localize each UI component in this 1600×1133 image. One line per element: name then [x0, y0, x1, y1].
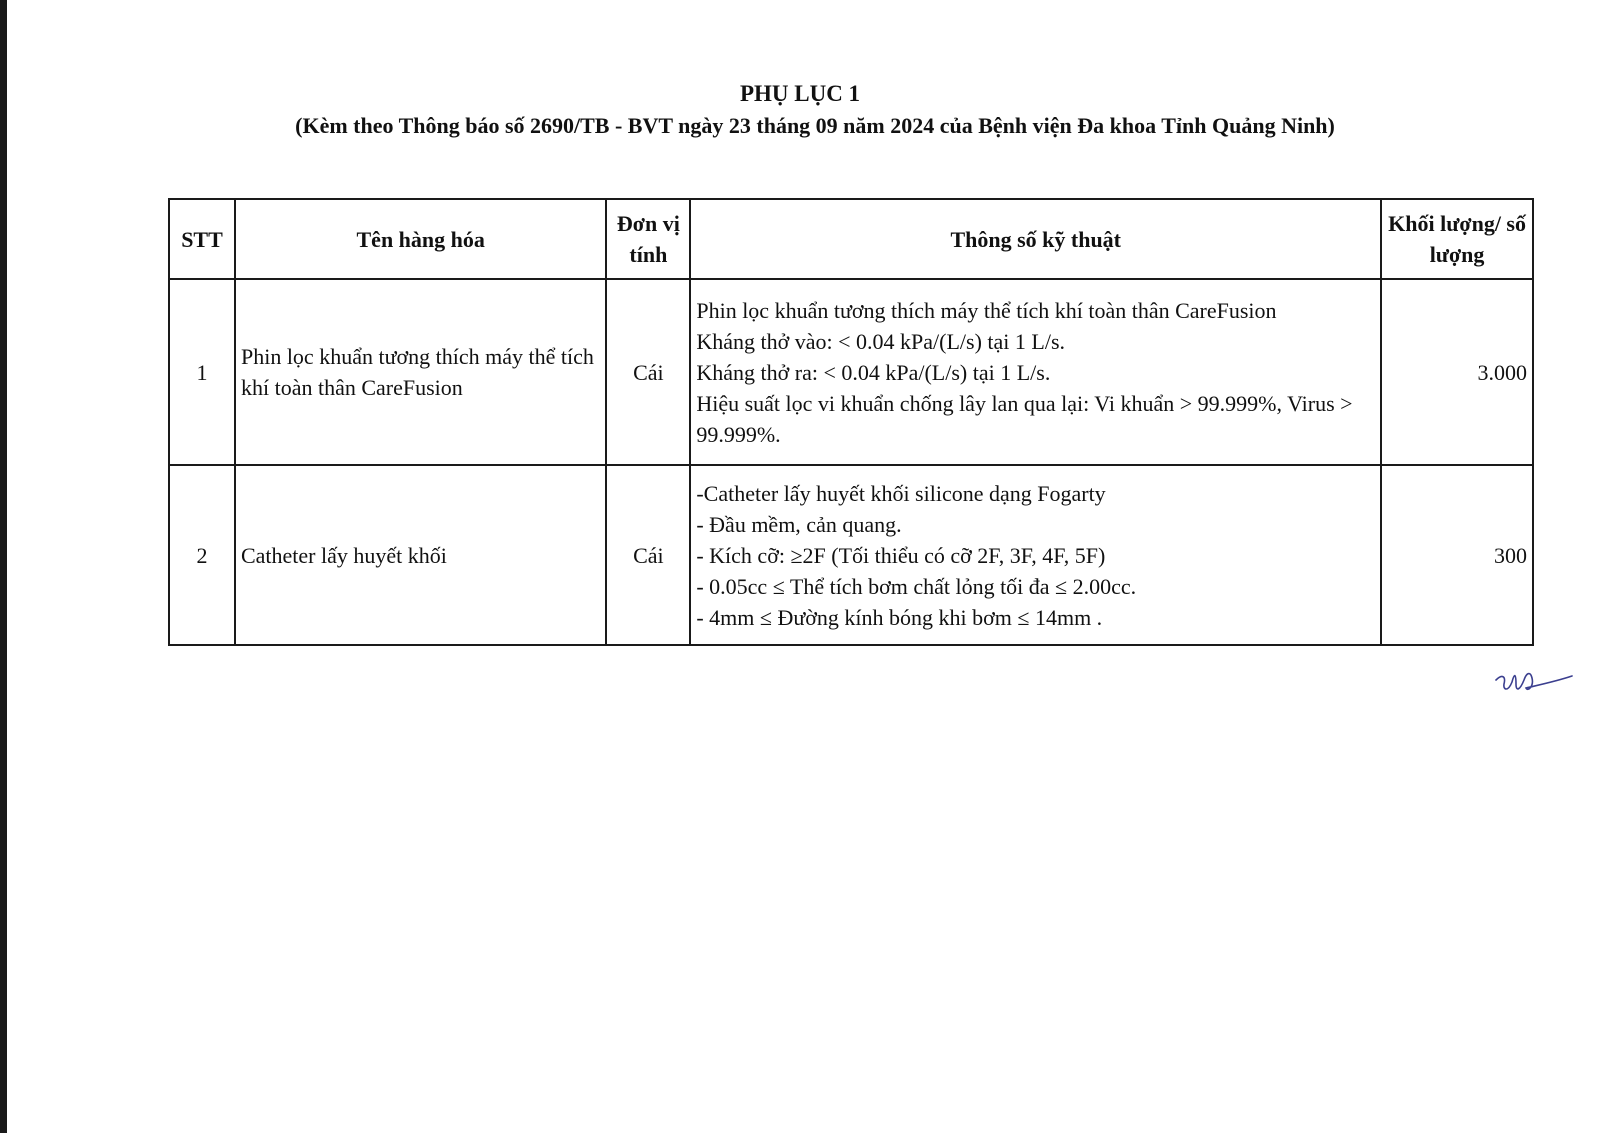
- cell-name: Phin lọc khuẩn tương thích máy thể tích khí toàn thân CareFusion: [235, 279, 606, 465]
- document-header: [0, 78, 1600, 142]
- header-qty: Khối lượng/ số lượng: [1381, 199, 1533, 279]
- spec-line: Phin lọc khuẩn tương thích máy thể tích khí toàn thân CareFusion: [696, 297, 1277, 323]
- spec-line: - Đầu mềm, cản quang.: [696, 511, 902, 537]
- header-stt: STT: [169, 199, 235, 279]
- spec-line: -Catheter lấy huyết khối silicone dạng Fogarty: [696, 480, 1106, 506]
- handwritten-signature: [1494, 662, 1574, 702]
- spec-line: - 4mm ≤ Đường kính bóng khi bơm ≤ 14mm .: [696, 604, 1103, 630]
- header-spec: Thông số kỹ thuật: [690, 199, 1381, 279]
- cell-qty: 300: [1381, 465, 1533, 645]
- cell-stt: 1: [169, 279, 235, 465]
- cell-stt: 2: [169, 465, 235, 645]
- cell-spec: [690, 465, 1381, 645]
- table-row: [169, 465, 1533, 645]
- cell-name: Catheter lấy huyết khối: [235, 465, 606, 645]
- spec-line: Kháng thở vào: < 0.04 kPa/(L/s) tại 1 L/s.: [696, 328, 1066, 354]
- page-subtitle: (Kèm theo Thông báo số 2690/TB - BVT ngày 23 tháng 09 năm 2024 của Bệnh viện Đa khoa Tỉnh Quảng Ninh): [295, 113, 1335, 138]
- header-unit: Đơn vị tính: [606, 199, 690, 279]
- cell-unit: Cái: [606, 279, 690, 465]
- page-title: PHỤ LỤC 1: [739, 81, 861, 106]
- table-header-row: [169, 199, 1533, 279]
- scan-left-edge: [0, 0, 7, 1133]
- cell-qty: 3.000: [1381, 279, 1533, 465]
- spec-line: - Kích cỡ: ≥2F (Tối thiểu có cỡ 2F, 3F, 4F, 5F): [696, 542, 1106, 568]
- spec-line: Hiệu suất lọc vi khuẩn chống lây lan qua lại: Vi khuẩn > 99.999%, Virus > 99.999%.: [696, 390, 1353, 447]
- table-row: [169, 279, 1533, 465]
- cell-unit: Cái: [606, 465, 690, 645]
- header-name: Tên hàng hóa: [235, 199, 606, 279]
- specification-table: [168, 198, 1534, 646]
- spec-line: - 0.05cc ≤ Thể tích bơm chất lỏng tối đa ≤ 2.00cc.: [696, 573, 1137, 599]
- spec-line: Kháng thở ra: < 0.04 kPa/(L/s) tại 1 L/s.: [696, 359, 1051, 385]
- cell-spec: [690, 279, 1381, 465]
